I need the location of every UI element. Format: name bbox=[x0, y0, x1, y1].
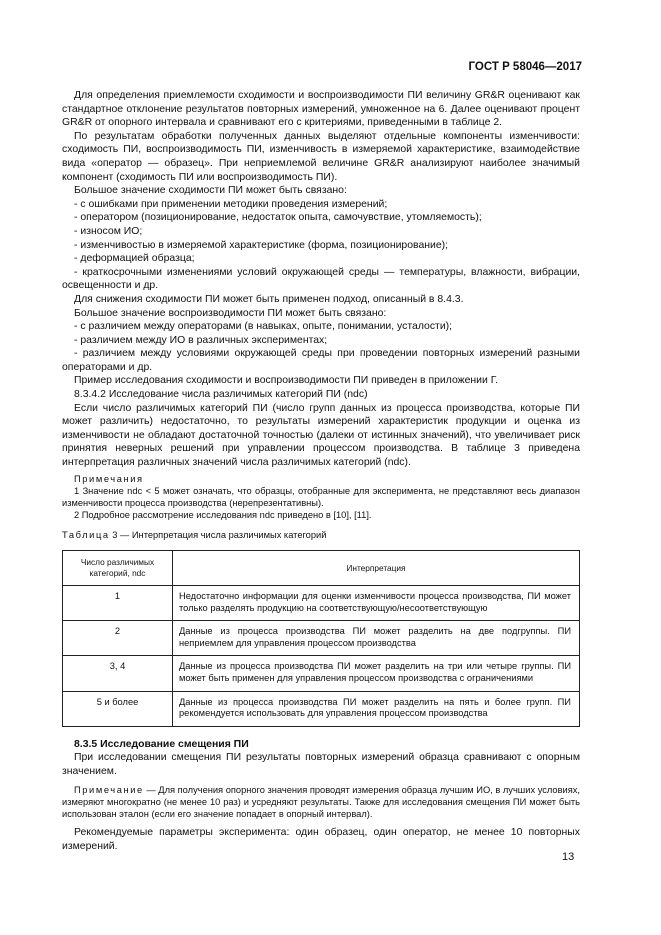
table-caption-word: Таблица bbox=[62, 530, 110, 541]
interpretation-cell: Данные из процесса производства ПИ может разделить на три или четыре группы. ПИ может быть применен для управления процессом производства с ограничениями bbox=[173, 656, 580, 691]
notes-title: Примечания bbox=[74, 473, 144, 484]
notes-block bbox=[62, 473, 580, 522]
bias-note-label: Примечание bbox=[74, 784, 144, 795]
section-heading: 8.3.5 Исследование смещения ПИ bbox=[74, 738, 249, 750]
table-caption-title: 3 — Интерпретация числа различимых категорий bbox=[109, 530, 327, 541]
table-row bbox=[63, 621, 580, 656]
table-row bbox=[63, 586, 580, 621]
list-item: - деформацией образца; bbox=[74, 253, 195, 265]
list-item: - различием между ИО в различных экспериментах; bbox=[74, 334, 328, 346]
paragraph-bias: При исследовании смещения ПИ результаты повторных измерений образца сравнивают с опорным значением. bbox=[62, 752, 580, 777]
ndc-cell: 1 bbox=[63, 586, 173, 621]
ndc-cell: 3, 4 bbox=[63, 656, 173, 691]
ndc-cell: 5 и более bbox=[63, 691, 173, 726]
bias-note-text: — Для получения опорного значения проводят измерения образца лучшим ИО, в лучших условиях, измеряют многократно (не менее 10 раз) и усредняют результаты. Также для исследования смещения ПИ может быть использован эталон (если его значение попадает в опорный интервал). bbox=[62, 784, 580, 819]
list-item: - с различием между операторами (в навыках, опыте, понимании, усталости); bbox=[74, 321, 453, 333]
table-row bbox=[63, 691, 580, 726]
column-header-ndc: Число различимых категорий, ndc bbox=[63, 551, 173, 586]
list-item: - изменчивостью в измеряемой характеристике (форма, позиционирование); bbox=[74, 239, 449, 251]
list-item: - износом ИО; bbox=[74, 225, 143, 237]
table-row bbox=[63, 656, 580, 691]
list-item: - оператором (позиционирование, недостаток опыта, самочувствие, утомляемость); bbox=[74, 212, 482, 224]
list-item: - с ошибками при применении методики проведения измерений; bbox=[74, 198, 388, 210]
note-item: 1 Значение ndc < 5 может означать, что образцы, отобранные для эксперимента, не представляют весь диапазон изменчивости процесса производства (нерепрезентативны). bbox=[62, 485, 580, 509]
interpretation-table bbox=[62, 550, 580, 727]
paragraph-ndc: Если число различимых категорий ПИ (число групп данных из процесса производства, которые ПИ может различить) недостаточно, то результаты измерений характеристик продукции и оценка из изменчивости не обладают достаточной точностью (далеки от истинных значений), что увеличивает риск принятия неверных решений при управлении процессом производства. В таблице 3 приведена интерпретация различных значений числа различимых категорий (ndc). bbox=[62, 402, 580, 469]
paragraph-repeatability-intro: Большое значение сходимости ПИ может быть связано: bbox=[74, 185, 347, 197]
subsection-heading: 8.3.4.2 Исследование числа различимых категорий ПИ (ndc) bbox=[74, 389, 368, 401]
paragraph-components: По результатам обработки полученных данных выделяют отдельные компоненты изменчивости: сходимость ПИ, воспроизводимость ПИ, изменчивость в измеряемой характеристике, взаимодействие вида «оператор — образец». При неприемлемой величине GR&R анализируют наиболее значимый компонент (сходимость ПИ или воспроизводимость ПИ). bbox=[62, 130, 580, 183]
interpretation-cell: Данные из процесса производства ПИ может разделить на две подгруппы. ПИ неприемлем для управления процессом производства bbox=[173, 621, 580, 656]
list-item: - различием между условиями окружающей среды при проведении повторных измерений разными операторами и др. bbox=[62, 348, 580, 373]
table-caption bbox=[62, 529, 580, 543]
list-item: - краткосрочными изменениями условий окружающей среды — температуры, влажности, вибрации, освещенности и др. bbox=[62, 266, 580, 292]
bias-note bbox=[62, 784, 580, 821]
paragraph-reproducibility-intro: Большое значение воспроизводимости ПИ может быть связано: bbox=[74, 307, 387, 319]
interpretation-cell: Данные из процесса производства ПИ может разделить на пять и более групп. ПИ рекомендуется использовать для управления процессом производства bbox=[173, 691, 580, 726]
page-number: 13 bbox=[562, 851, 575, 863]
document-header: ГОСТ Р 58046—2017 bbox=[468, 61, 582, 73]
paragraph-example: Пример исследования сходимости и воспроизводимости ПИ приведен в приложении Г. bbox=[74, 375, 499, 387]
paragraph-reduce: Для снижения сходимости ПИ может быть применен подход, описанный в 8.4.3. bbox=[74, 293, 464, 305]
interpretation-cell: Недостаточно информации для оценки изменчивости процесса производства, ПИ может только разделять продукцию на соответствующую/несоответствующую bbox=[173, 586, 580, 621]
paragraph-recommended: Рекомендуемые параметры эксперимента: один образец, один оператор, не менее 10 повторных измерений. bbox=[62, 827, 580, 852]
page-content bbox=[62, 89, 580, 853]
paragraph-grr: Для определения приемлемости сходимости и воспроизводимости ПИ величину GR&R оценивают как стандартное отклонение результатов повторных измерений, умноженное на 6. Далее оценивают процент GR&R от опорного интервала и сравнивают его с критериями, приведенными в таблице 2. bbox=[62, 90, 580, 129]
column-header-interpretation: Интерпретация bbox=[173, 551, 580, 586]
ndc-cell: 2 bbox=[63, 621, 173, 656]
note-item: 2 Подробное рассмотрение исследования ndc приведено в [10], [11]. bbox=[74, 510, 372, 521]
table-header-row bbox=[63, 551, 580, 586]
